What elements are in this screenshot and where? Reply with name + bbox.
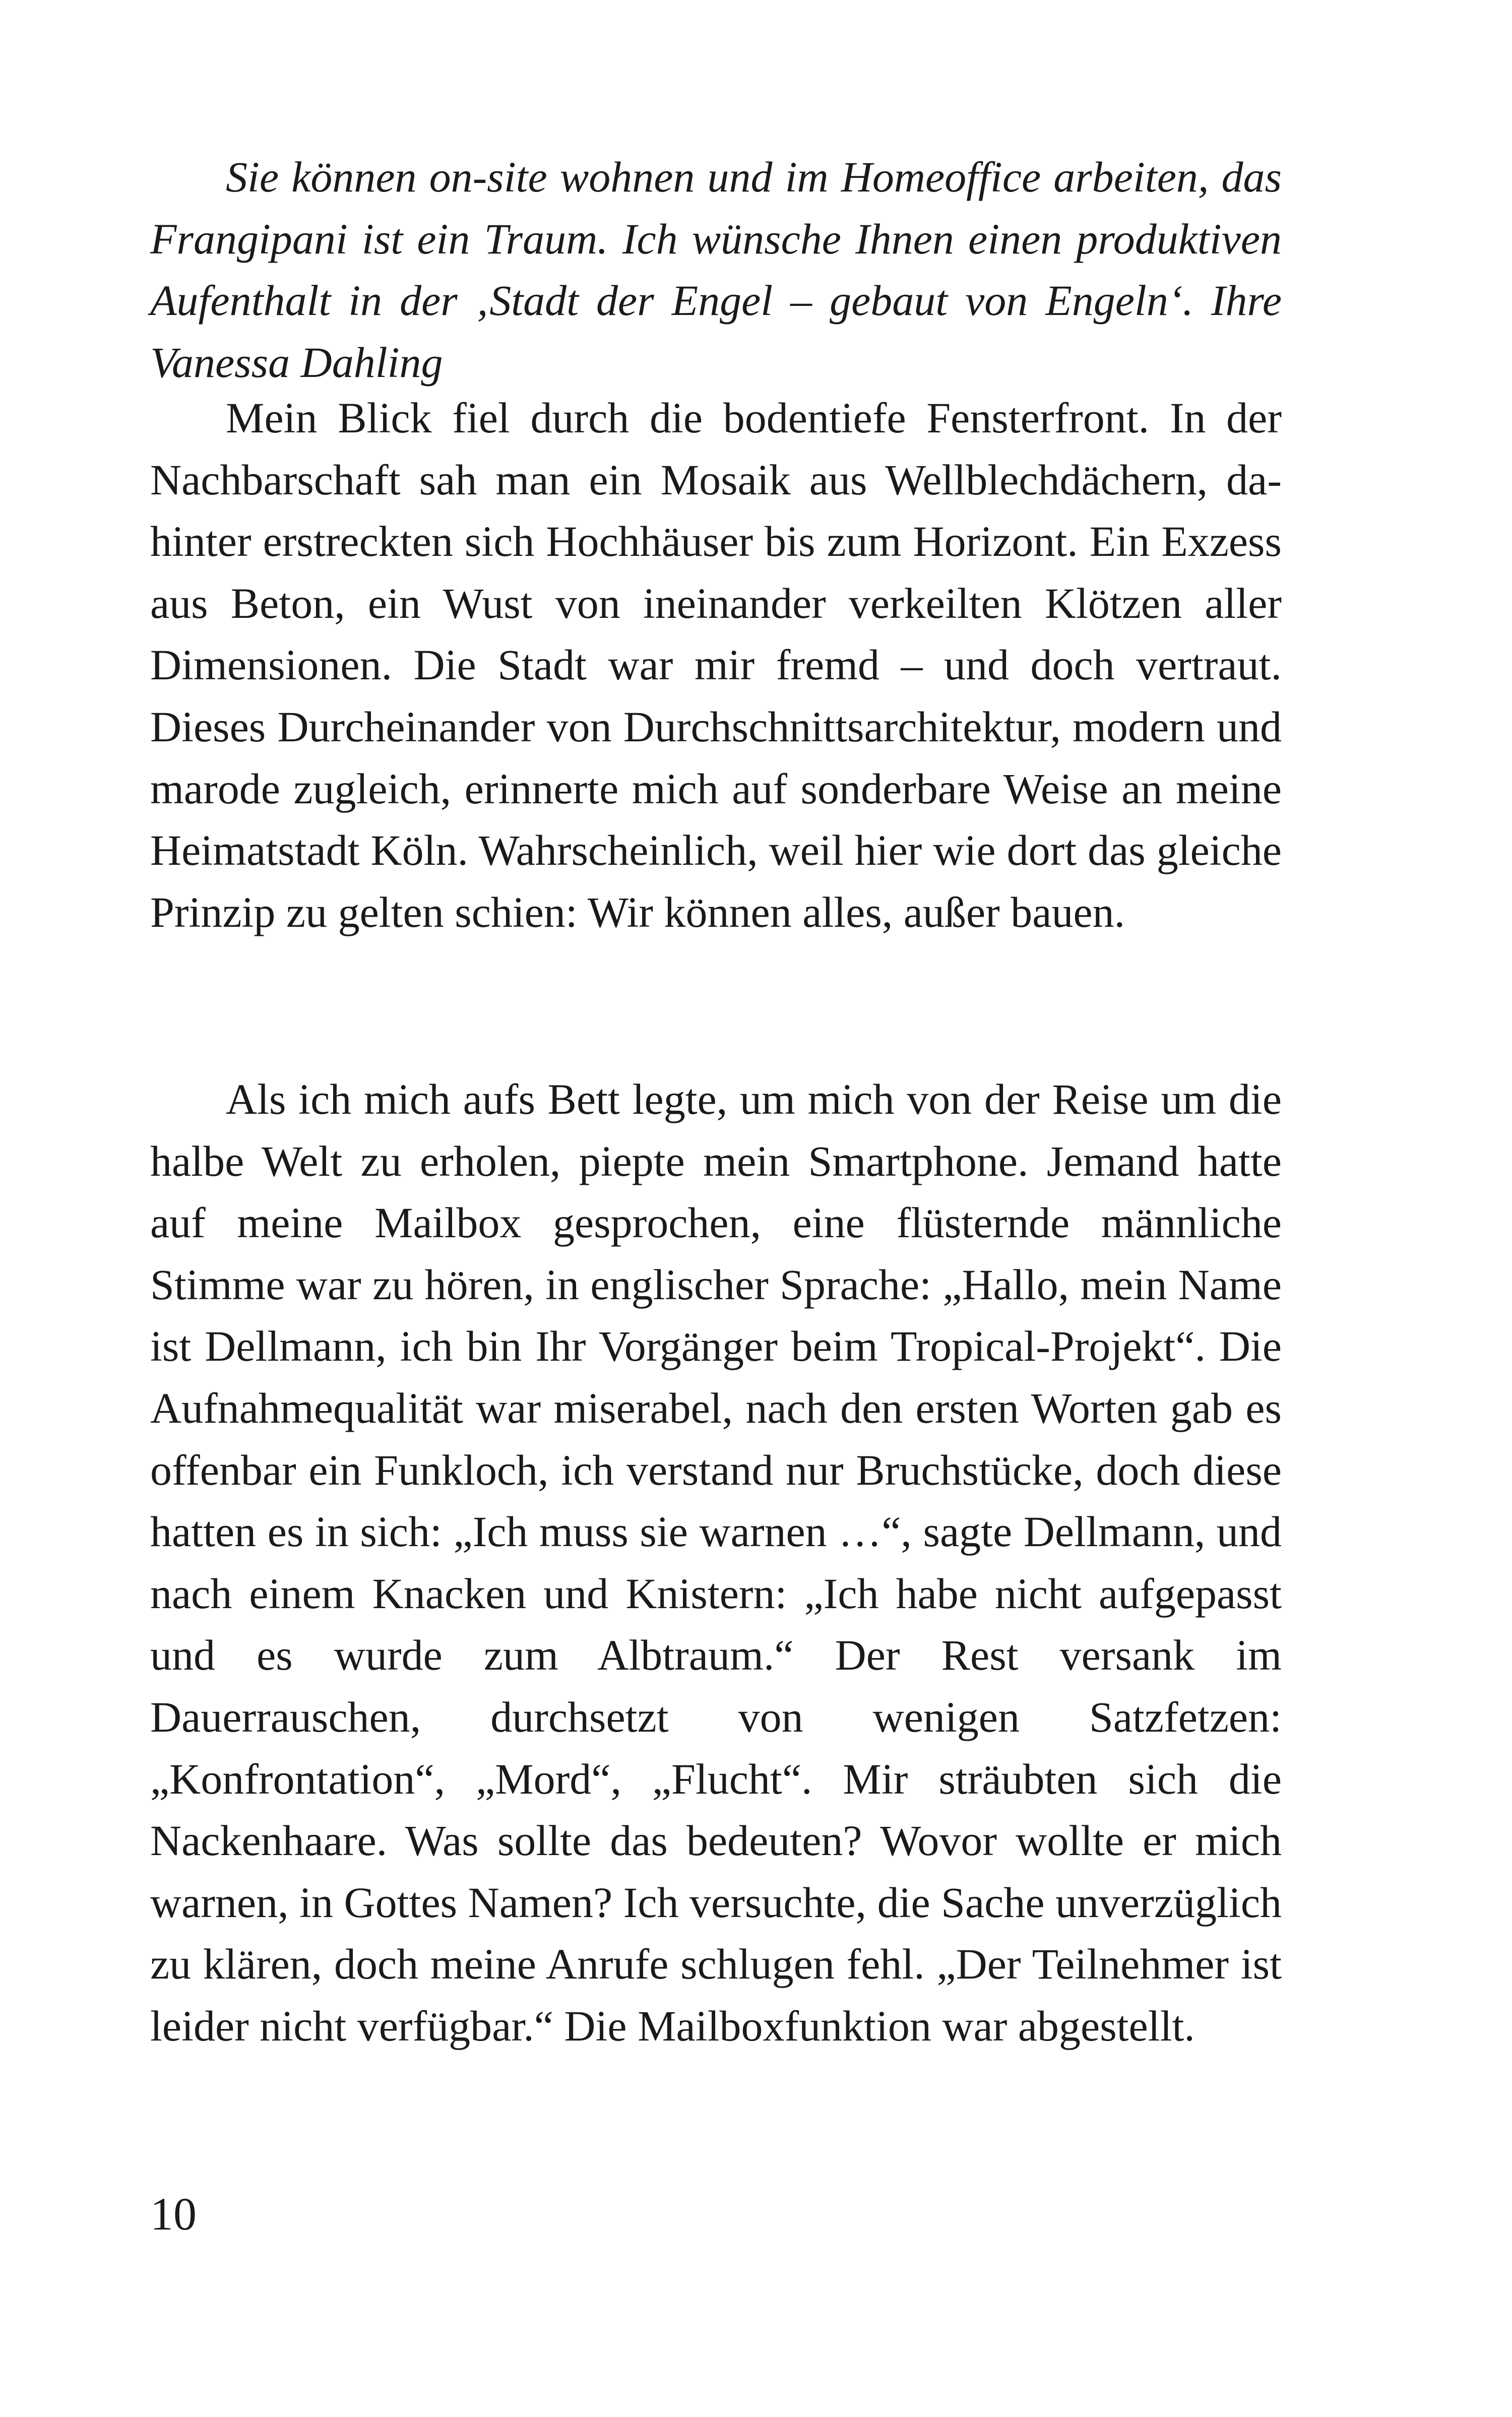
- paragraph-text: Mein Blick fiel durch die bodentiefe Fensterfront. In der Nachbarschaft sah man ein Mosaik aus Wellblechdächern, dahinter erstreckten sich Hochhäuser bis zum Horizont. Ein Exzess aus Beton, ein Wust von ineinander verkeilten Klötzen aller Dimensionen. Die Stadt war mir fremd – und doch vertraut. Dieses Durcheinander von Durchschnittsarchitektur, modern und marode zugleich, erinnerte mich auf sonderbare Weise an meine Heimatstadt Köln. Wahrscheinlich, weil hier wie dort das gleiche Prinzip zu gelten schien: Wir können alles, außer bauen.: [150, 394, 1282, 936]
- body-paragraph-1: [150, 387, 1282, 943]
- page-number: 10: [150, 2188, 197, 2240]
- body-paragraph-2: [150, 1068, 1282, 2057]
- italic-letter-passage: [150, 146, 1282, 393]
- letter-text: Sie können on-site wohnen und im Homeoffice arbeiten, das Frangipani ist ein Traum. Ich wünsche Ihnen einen produktiven Aufenthalt in der ‚Stadt der Engel – gebaut von Engeln‘. Ihre Vanessa Dahling: [150, 153, 1282, 387]
- paragraph-text: Als ich mich aufs Bett legte, um mich von der Reise um die halbe Welt zu erholen, piepte mein Smartphone. Jemand hatte auf meine Mailbox gesprochen, eine flüsternde männliche Stimme war zu hören, in englischer Sprache: „Hallo, mein Name ist Dellmann, ich bin Ihr Vorgänger beim Tropical-Projekt“. Die Aufnahmequalität war miserabel, nach den ersten Worten gab es offenbar ein Funkloch, ich verstand nur Bruchstücke, doch diese hatten es in sich: „Ich muss sie warnen …“, sagte Dellmann, und nach einem Knacken und Knistern: „Ich habe nicht aufgepasst und es wurde zum Albtraum.“ Der Rest versank im Dauerrauschen, durchsetzt von wenigen Satzfetzen: „Konfrontation“, „Mord“, „Flucht“. Mir sträubten sich die Nackenhaare. Was sollte das bedeuten? Wovor wollte er mich warnen, in Gottes Namen? Ich versuchte, die Sache unverzüglich zu klären, doch meine Anrufe schlugen fehl. „Der Teilnehmer ist leider nicht verfügbar.“ Die Mailboxfunktion war abgestellt.: [150, 1075, 1282, 2050]
